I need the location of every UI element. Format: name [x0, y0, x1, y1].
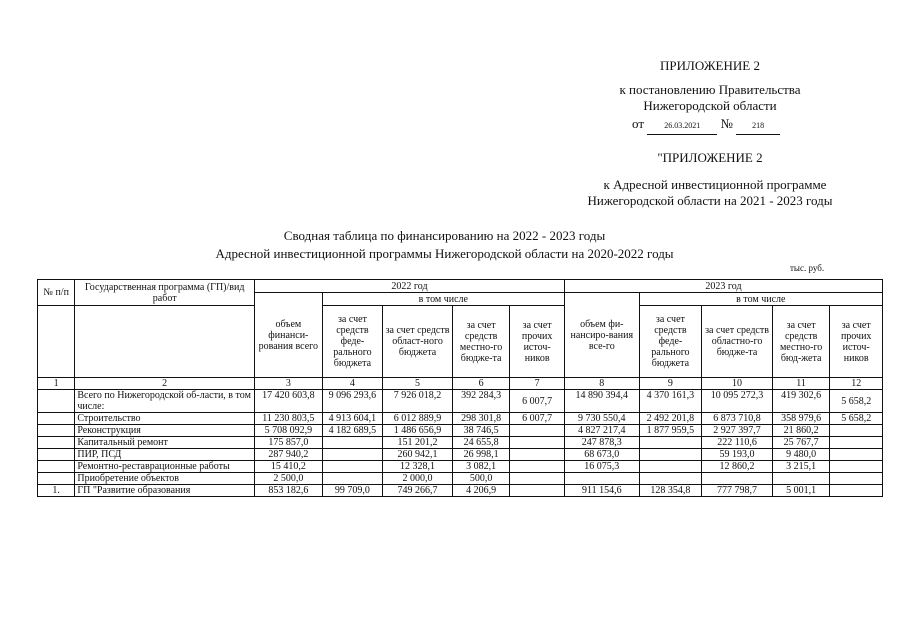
table-row — [38, 473, 883, 485]
row-value-c7 — [510, 437, 565, 449]
row-value-c3: 15 410,2 — [255, 461, 323, 473]
row-value-c9 — [639, 473, 702, 485]
row-value-c3: 2 500,0 — [255, 473, 323, 485]
row-value-c10: 2 927 397,7 — [702, 425, 773, 437]
row-program-name: Приобретение объектов — [75, 473, 255, 485]
row-number — [38, 449, 75, 461]
row-value-c7: 6 007,7 — [510, 413, 565, 425]
header-reg-2022: за счет средств област-ного бюджета — [383, 306, 453, 378]
appendix-title: ПРИЛОЖЕНИЕ 2 — [660, 58, 760, 73]
header-reg-2023: за счет средств областно-го бюдже-та — [702, 306, 773, 378]
appendix-date: 26.03.2021 — [647, 118, 717, 135]
row-value-c11: 5 001,1 — [772, 485, 830, 497]
row-value-c8 — [564, 473, 639, 485]
col-number: 11 — [772, 378, 830, 390]
row-value-c10: 222 110,6 — [702, 437, 773, 449]
col-number: 2 — [75, 378, 255, 390]
header-num: № п/п — [38, 280, 75, 306]
row-number — [38, 437, 75, 449]
row-program-name: ГП "Развитие образования — [75, 485, 255, 497]
row-value-c10: 59 193,0 — [702, 449, 773, 461]
row-value-c7: 6 007,7 — [510, 390, 565, 413]
row-value-c8: 4 827 217,4 — [564, 425, 639, 437]
row-value-c11: 25 767,7 — [772, 437, 830, 449]
row-value-c3: 853 182,6 — [255, 485, 323, 497]
row-value-c5: 151 201,2 — [383, 437, 453, 449]
row-value-c4 — [322, 449, 383, 461]
row-value-c7 — [510, 485, 565, 497]
header-other-2022: за счет прочих источ-ников — [510, 306, 565, 378]
row-value-c3: 175 857,0 — [255, 437, 323, 449]
col-number: 1 — [38, 378, 75, 390]
row-value-c6: 3 082,1 — [452, 461, 510, 473]
row-value-c4 — [322, 473, 383, 485]
appendix-line1: к постановлению Правительства — [619, 82, 801, 97]
header-loc-2023: за счет средств местно-го бюд-жета — [772, 306, 830, 378]
row-value-c4: 4 913 604,1 — [322, 413, 383, 425]
row-value-c4: 99 709,0 — [322, 485, 383, 497]
row-value-c5: 12 328,1 — [383, 461, 453, 473]
doc-title-line1: Сводная таблица по финансированию на 2022 - 2023 годы — [283, 228, 606, 243]
row-value-c10: 777 798,7 — [702, 485, 773, 497]
number-label: № — [720, 116, 733, 131]
row-value-c12 — [830, 473, 883, 485]
row-program-name: ПИР, ПСД — [75, 449, 255, 461]
appendix2-line2: Нижегородской области на 2021 - 2023 годы — [587, 193, 833, 208]
header-incl-2022: в том числе — [322, 293, 564, 306]
row-value-c7 — [510, 473, 565, 485]
doc-title-line2: Адресной инвестиционной программы Нижегородской области на 2020-2022 годы — [215, 246, 674, 261]
row-value-c4 — [322, 437, 383, 449]
col-number: 6 — [452, 378, 510, 390]
row-value-c6: 26 998,1 — [452, 449, 510, 461]
row-value-c5: 260 942,1 — [383, 449, 453, 461]
row-value-c8: 247 878,3 — [564, 437, 639, 449]
row-number — [38, 473, 75, 485]
row-value-c12: 5 658,2 — [830, 390, 883, 413]
row-value-c4: 9 096 293,6 — [322, 390, 383, 413]
row-value-c7 — [510, 461, 565, 473]
col-number: 8 — [564, 378, 639, 390]
header-fed-2023: за счет средств феде-рального бюджета — [639, 306, 702, 378]
row-number — [38, 461, 75, 473]
row-value-c6: 24 655,8 — [452, 437, 510, 449]
row-value-c3: 287 940,2 — [255, 449, 323, 461]
row-value-c6: 4 206,9 — [452, 485, 510, 497]
row-value-c3: 5 708 092,9 — [255, 425, 323, 437]
row-value-c6: 392 284,3 — [452, 390, 510, 413]
table-row — [38, 425, 883, 437]
row-value-c10: 6 873 710,8 — [702, 413, 773, 425]
row-value-c11: 358 979,6 — [772, 413, 830, 425]
row-value-c10: 12 860,2 — [702, 461, 773, 473]
row-value-c9: 1 877 959,5 — [639, 425, 702, 437]
row-value-c9: 128 354,8 — [639, 485, 702, 497]
appendix2-line1: к Адресной инвестиционной программе — [603, 177, 827, 192]
row-program-name: Ремонтно-реставрационные работы — [75, 461, 255, 473]
row-value-c3: 11 230 803,5 — [255, 413, 323, 425]
row-number — [38, 425, 75, 437]
row-value-c12 — [830, 425, 883, 437]
from-label: от — [632, 116, 645, 131]
row-value-c12 — [830, 437, 883, 449]
row-value-c10: 10 095 272,3 — [702, 390, 773, 413]
col-number: 12 — [830, 378, 883, 390]
row-value-c8: 16 075,3 — [564, 461, 639, 473]
row-value-c10 — [702, 473, 773, 485]
row-value-c7 — [510, 449, 565, 461]
header-total-2022: объем финанси-рования всего — [255, 293, 323, 378]
header-fed-2022: за счет средств феде-рального бюджета — [322, 306, 383, 378]
col-number: 10 — [702, 378, 773, 390]
row-value-c11: 419 302,6 — [772, 390, 830, 413]
row-value-c11: 3 215,1 — [772, 461, 830, 473]
row-value-c8: 68 673,0 — [564, 449, 639, 461]
row-value-c11: 9 480,0 — [772, 449, 830, 461]
units-label: тыс. руб. — [790, 263, 825, 273]
row-value-c5: 6 012 889,9 — [383, 413, 453, 425]
row-value-c6: 38 746,5 — [452, 425, 510, 437]
row-value-c8: 911 154,6 — [564, 485, 639, 497]
header-total-2023: объем фи-нансиро-вания все-го — [564, 293, 639, 378]
header-loc-2022: за счет средств местно-го бюдже-та — [452, 306, 510, 378]
header-other-2023: за счет прочих источ-ников — [830, 306, 883, 378]
row-value-c11: 21 860,2 — [772, 425, 830, 437]
column-numbers-row — [38, 378, 883, 390]
row-value-c12 — [830, 461, 883, 473]
row-number — [38, 390, 75, 413]
col-number: 5 — [383, 378, 453, 390]
financing-table — [37, 279, 883, 497]
header-program-cont — [75, 306, 255, 378]
row-value-c11 — [772, 473, 830, 485]
table-row — [38, 485, 883, 497]
row-value-c7 — [510, 425, 565, 437]
row-value-c6: 500,0 — [452, 473, 510, 485]
row-number: 1. — [38, 485, 75, 497]
row-value-c12 — [830, 449, 883, 461]
table-row — [38, 461, 883, 473]
appendix2-title: "ПРИЛОЖЕНИЕ 2 — [657, 150, 763, 165]
row-program-name: Капитальный ремонт — [75, 437, 255, 449]
row-value-c5: 7 926 018,2 — [383, 390, 453, 413]
row-value-c5: 1 486 656,9 — [383, 425, 453, 437]
row-number — [38, 413, 75, 425]
row-value-c9 — [639, 461, 702, 473]
appendix-date-line — [600, 116, 830, 135]
row-value-c4 — [322, 461, 383, 473]
col-number: 9 — [639, 378, 702, 390]
header-num-cont — [38, 306, 75, 378]
row-value-c9 — [639, 437, 702, 449]
col-number: 7 — [510, 378, 565, 390]
table-row — [38, 449, 883, 461]
row-value-c9: 4 370 161,3 — [639, 390, 702, 413]
header-incl-2023: в том числе — [639, 293, 882, 306]
header-program: Государственная программа (ГП)/вид работ — [75, 280, 255, 306]
row-value-c4: 4 182 689,5 — [322, 425, 383, 437]
row-value-c8: 9 730 550,4 — [564, 413, 639, 425]
header-year-2023: 2023 год — [564, 280, 882, 293]
row-value-c8: 14 890 394,4 — [564, 390, 639, 413]
col-number: 4 — [322, 378, 383, 390]
row-value-c12 — [830, 485, 883, 497]
appendix-number: 218 — [736, 118, 780, 135]
table-row — [38, 413, 883, 425]
table-row — [38, 390, 883, 413]
col-number: 3 — [255, 378, 323, 390]
row-value-c6: 298 301,8 — [452, 413, 510, 425]
row-value-c9 — [639, 449, 702, 461]
row-value-c5: 749 266,7 — [383, 485, 453, 497]
row-program-name: Реконструкция — [75, 425, 255, 437]
table-row — [38, 437, 883, 449]
row-program-name: Всего по Нижегородской об-ласти, в том числе: — [75, 390, 255, 413]
row-program-name: Строительство — [75, 413, 255, 425]
row-value-c3: 17 420 603,8 — [255, 390, 323, 413]
appendix-line2: Нижегородской области — [643, 98, 777, 113]
row-value-c12: 5 658,2 — [830, 413, 883, 425]
header-year-2022: 2022 год — [255, 280, 565, 293]
row-value-c9: 2 492 201,8 — [639, 413, 702, 425]
row-value-c5: 2 000,0 — [383, 473, 453, 485]
